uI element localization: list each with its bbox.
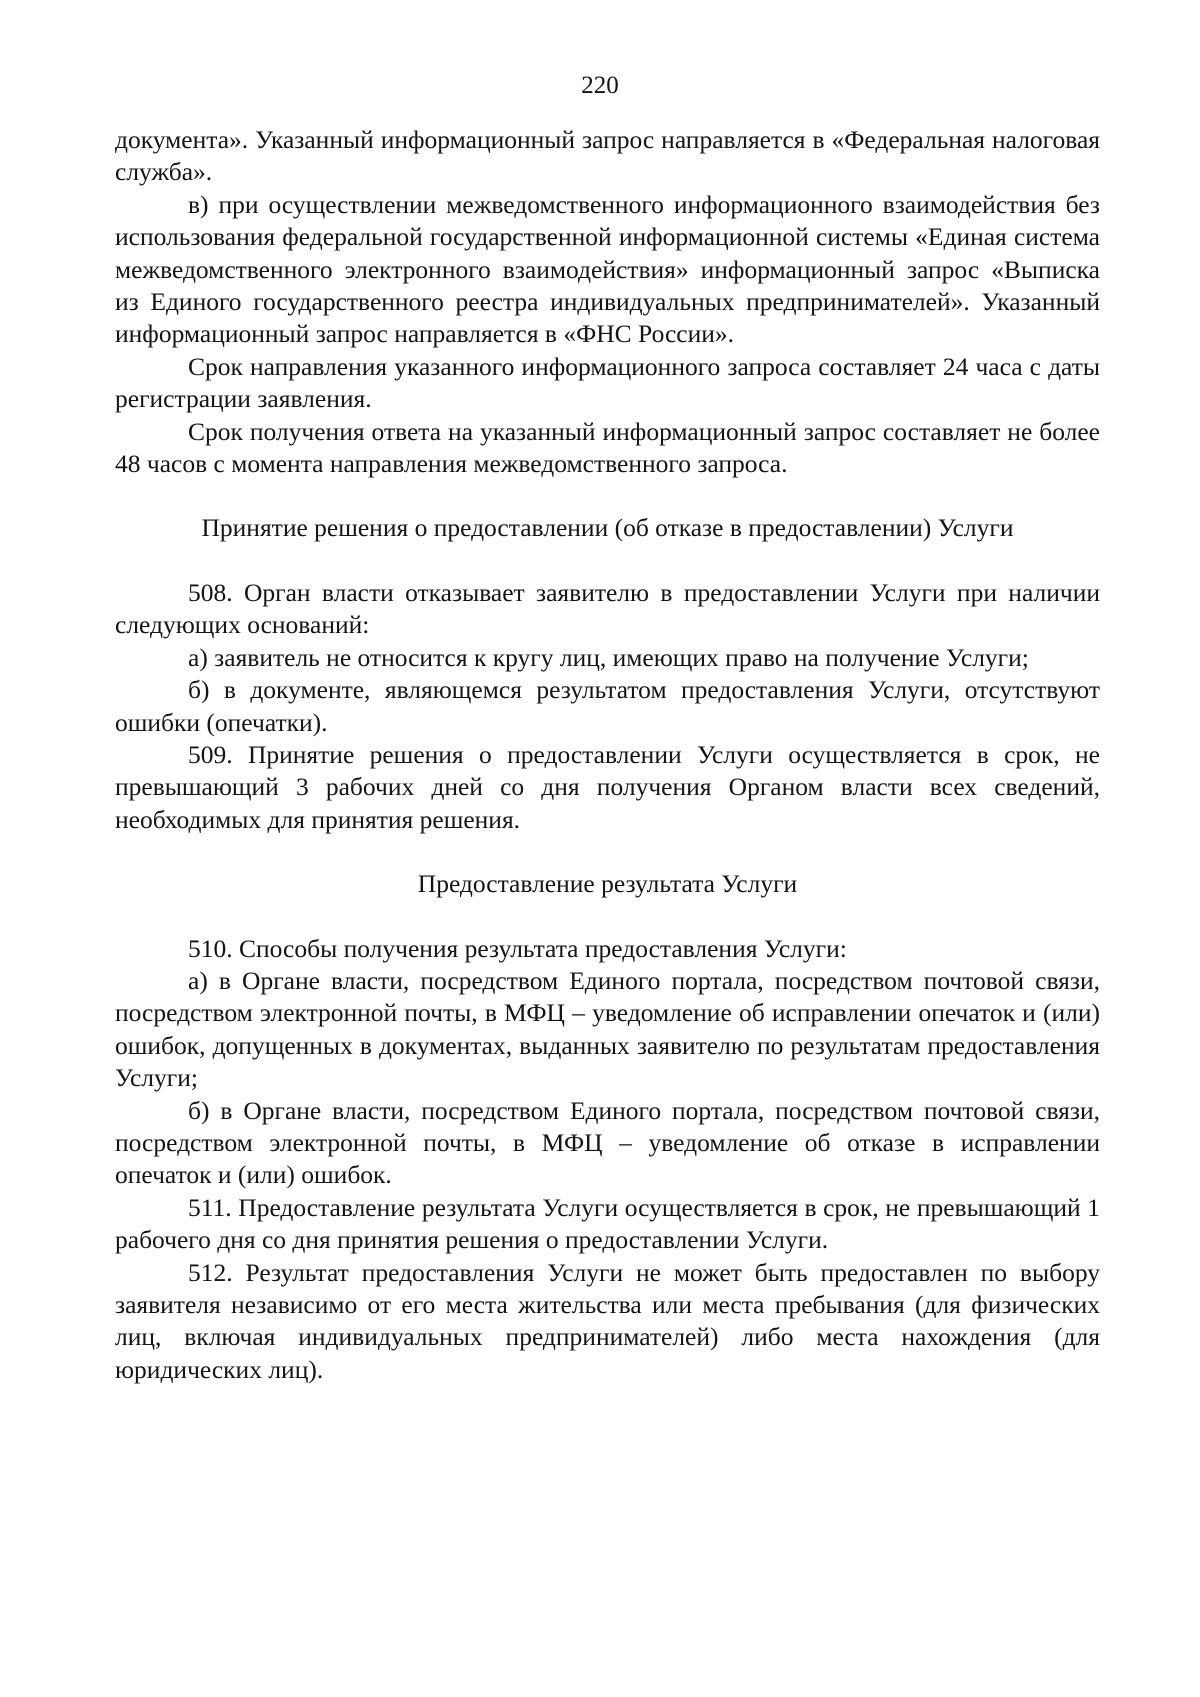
paragraph: 510. Способы получения результата предоставления Услуги: [188,933,847,963]
paragraph: б) в документе, являющемся результатом предоставления Услуги, отсутствуют ошибки (опечатки). [115,675,1100,737]
paragraph: 511. Предоставление результата Услуги осуществляется в срок, не превышающий 1 рабочего дня со дня принятия решения о предоставлении Услуги. [115,1192,1100,1255]
paragraph: 508. Орган власти отказывает заявителю в предоставлении Услуги при наличии следующих оснований: [115,577,1100,640]
paragraph: б) в Органе власти, посредством Единого портала, посредством почтовой связи, посредством электронной почты, в МФЦ – уведомление об отказе в исправлении опечаток и (или) ошибок. [115,1095,1100,1190]
paragraph: 512. Результат предоставления Услуги не может быть предоставлен по выбору заявителя независимо от его места жительства или места пребывания (для физических лиц, включая индивидуальных предпринимателей) либо места нахождения (для юридических лиц). [115,1257,1100,1384]
paragraph: а) заявитель не относится к кругу лиц, имеющих право на получение Услуги; [188,642,1029,672]
page-number: 220 [581,72,619,99]
paragraph: в) при осуществлении межведомственного информационного взаимодействия без использования федеральной государственной информационной системы «Единая система межведомственного электронного взаимодействия» информационный запрос «Выписка из Единого государственного реестра индивидуальных предпринимателей». Указанный информационный запрос направляется в «ФНС России». [115,189,1100,349]
paragraph: 509. Принятие решения о предоставлении Услуги осуществляется в срок, не превышающий 3 рабочих дней со дня получения Органом власти всех сведений, необходимых для принятия решения. [115,739,1100,834]
paragraph: Срок направления указанного информационного запроса составляет 24 часа с даты регистрации заявления. [115,351,1100,414]
paragraph: документа». Указанный информационный запрос направляется в «Федеральная налоговая служба». [115,125,1100,187]
section-heading: Предоставление результата Услуги [417,869,798,899]
document-body [115,124,1100,1386]
section-heading: Принятие решения о предоставлении (об отказе в предоставлении) Услуги [201,513,1014,543]
paragraph: Срок получения ответа на указанный информационный запрос составляет не более 48 часов с момента направления межведомственного запроса. [115,416,1100,479]
paragraph: а) в Органе власти, посредством Единого портала, посредством почтовой связи, посредством электронной почты, в МФЦ – уведомление об исправлении опечаток и (или) ошибок, допущенных в документах, выданных заявителю по результатам предоставления Услуги; [115,965,1100,1093]
